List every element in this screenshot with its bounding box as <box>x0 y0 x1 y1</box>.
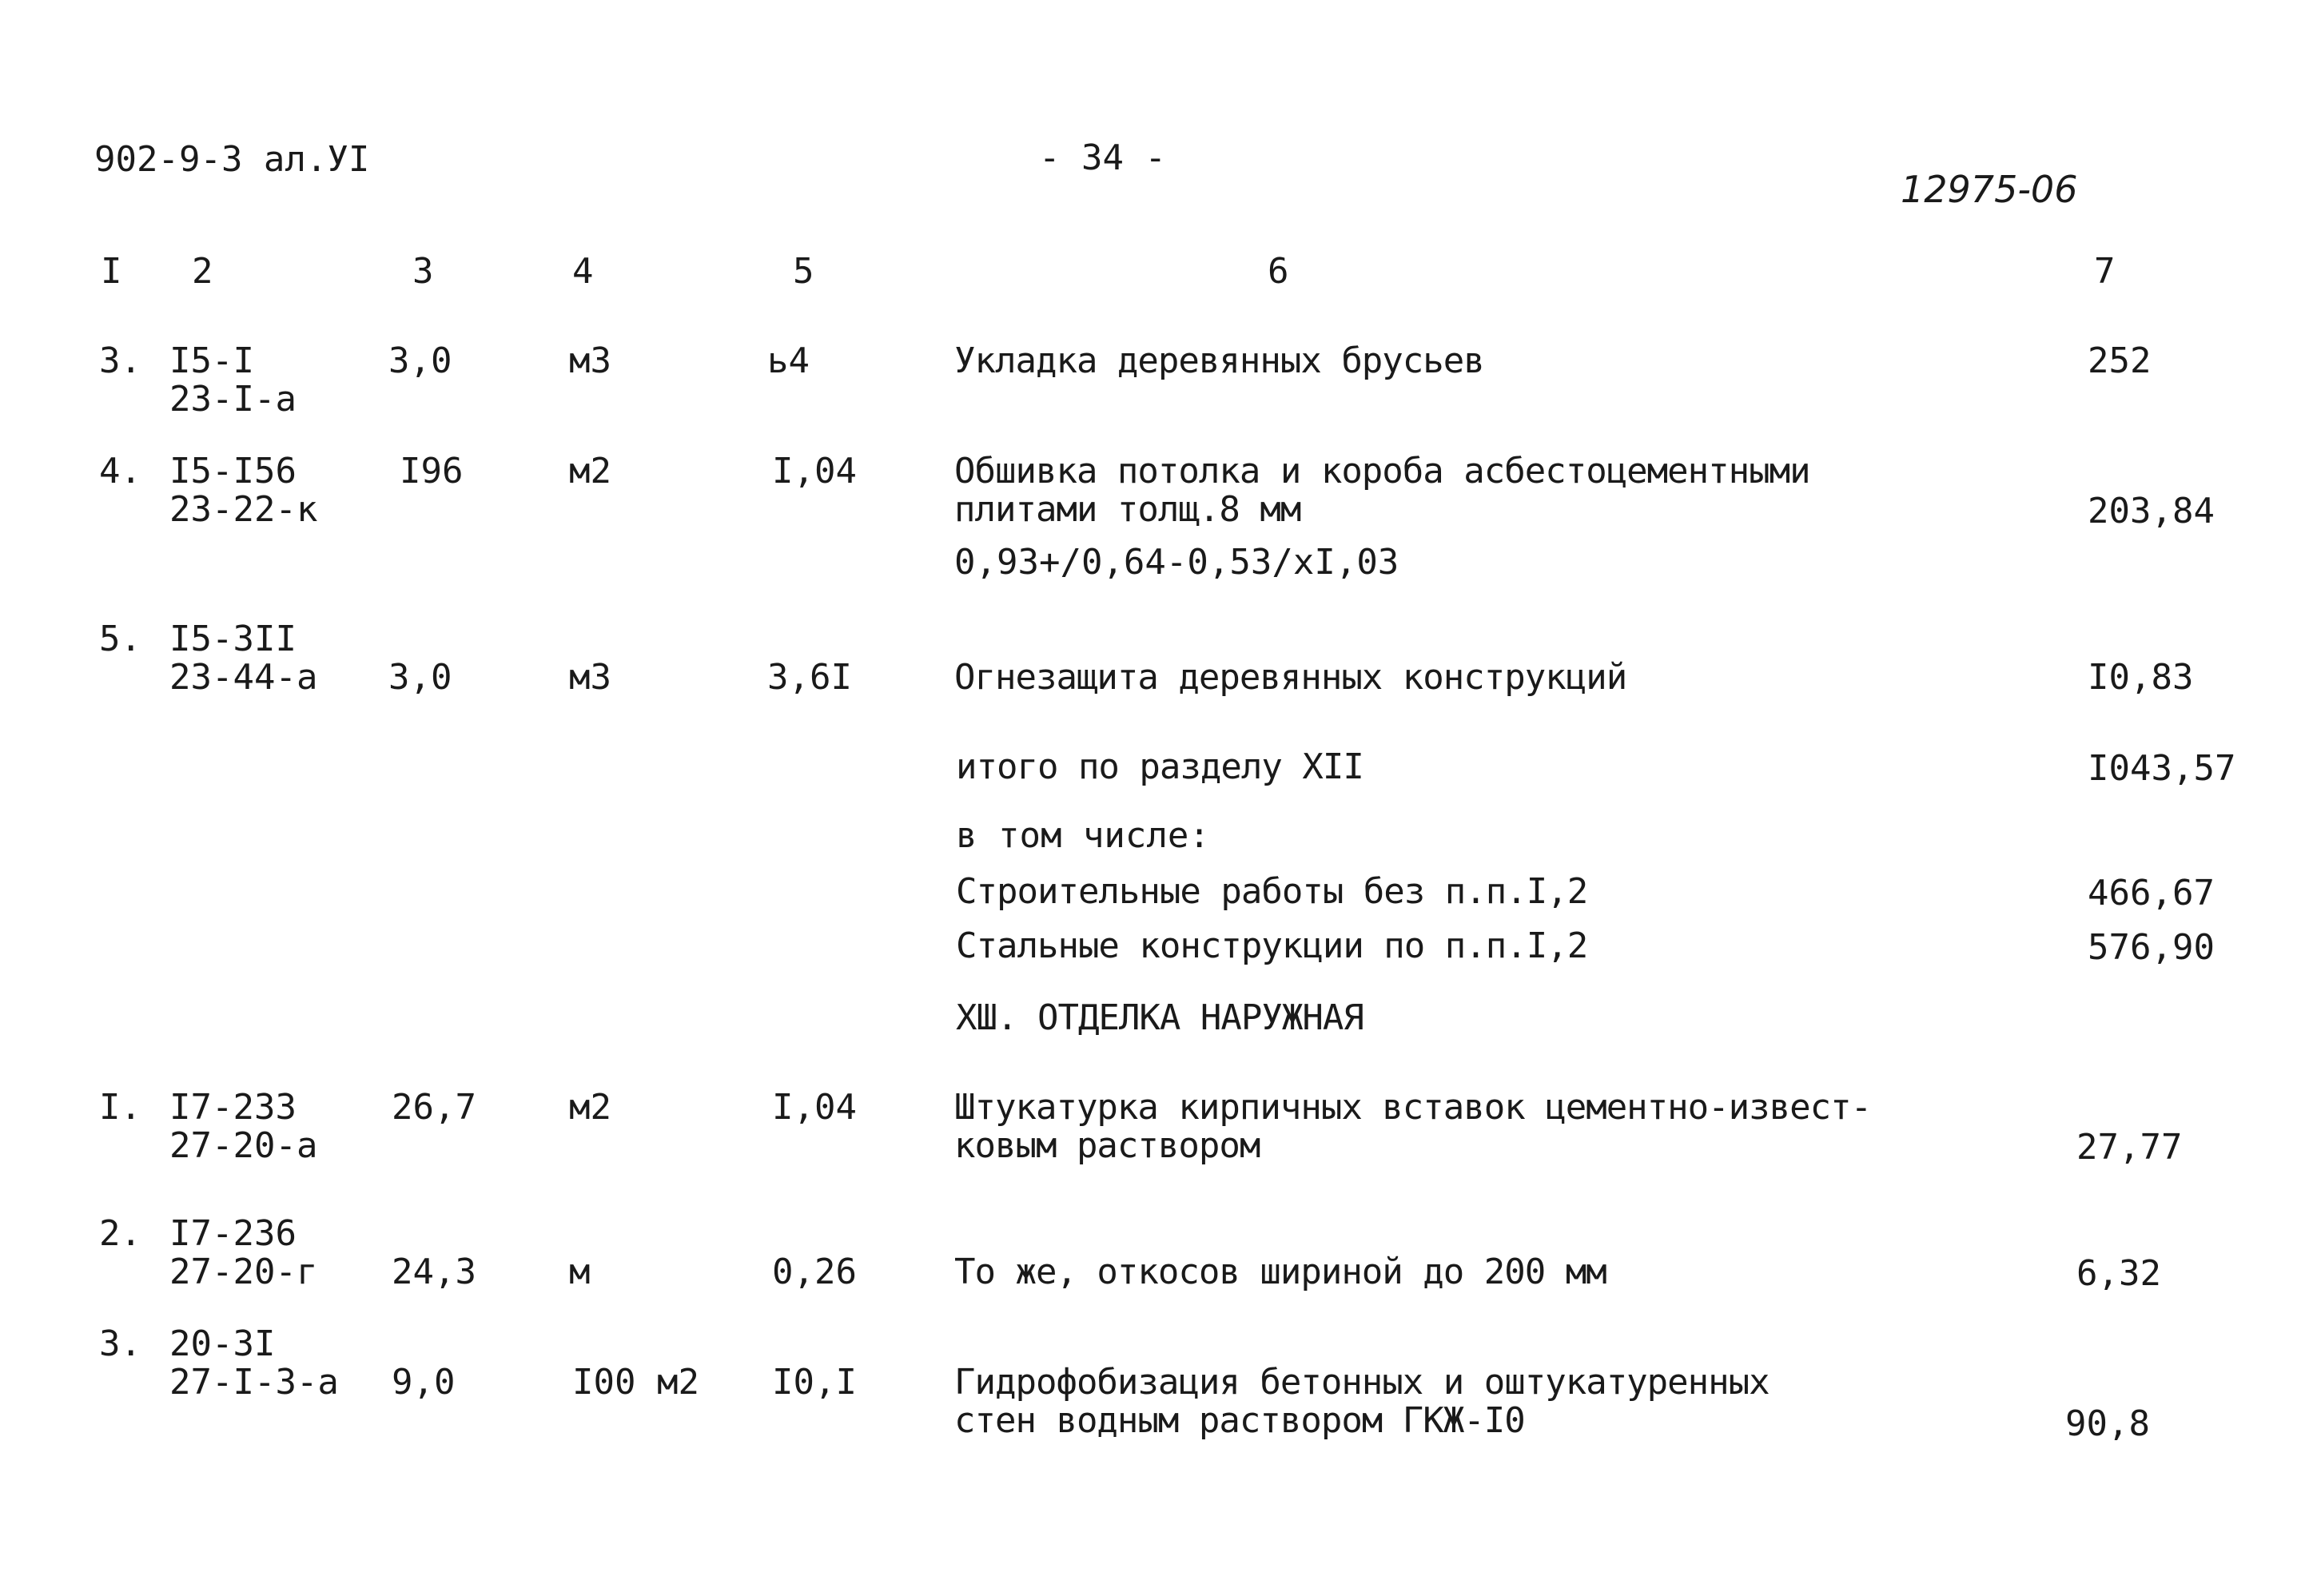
work-description: Огнезащита деревянных конструкций <box>954 657 1627 698</box>
unit-price: I,04 <box>772 1087 857 1128</box>
handwritten-number: 12975-06 <box>1901 168 2078 211</box>
work-description: Гидрофобизация бетонных и оштукатуренных <box>954 1362 1770 1403</box>
column-header-2: 2 <box>192 251 213 292</box>
column-header-4: 4 <box>572 251 594 292</box>
unit: м3 <box>569 340 611 381</box>
including-label: в том числе: <box>956 815 1210 856</box>
work-description-line2: стен водным раствором ГКЖ-I0 <box>954 1400 1525 1441</box>
unit: м <box>569 1252 591 1292</box>
unit: м2 <box>569 451 611 492</box>
row-number: 5. <box>99 619 141 659</box>
row-number: 3. <box>99 1323 141 1364</box>
quantity: I96 <box>400 451 464 492</box>
total-label: итого по разделу XII <box>956 746 1364 787</box>
work-description: Штукатурка кирпичных вставок цементно-извест- <box>954 1087 1872 1128</box>
calculation-formula: 0,93+/0,64-0,53/хI,03 <box>954 542 1399 583</box>
row-number: 4. <box>99 451 141 492</box>
column-header-1: I <box>101 251 122 292</box>
unit: I00 м2 <box>572 1362 699 1403</box>
row-number: I. <box>99 1087 141 1128</box>
price-code: 23-22-к <box>169 489 318 530</box>
unit-price: ь4 <box>767 340 810 381</box>
price-code: 27-20-г <box>169 1252 318 1292</box>
column-header-6: 6 <box>1268 251 1289 292</box>
total-cost: 27,77 <box>2076 1127 2183 1168</box>
norm-code: I7-233 <box>169 1087 297 1128</box>
steel-structures-label: Стальные конструкции по п.п.I,2 <box>956 925 1588 966</box>
unit-price: 0,26 <box>772 1252 857 1292</box>
work-description: Укладка деревянных брусьев <box>954 340 1484 381</box>
norm-code: 20-3I <box>169 1323 276 1364</box>
unit-price: I0,I <box>772 1362 857 1403</box>
unit: м3 <box>569 657 611 698</box>
section-title: XШ. ОТДЕЛКА НАРУЖНАЯ <box>956 997 1364 1038</box>
unit: м2 <box>569 1087 611 1128</box>
column-header-5: 5 <box>793 251 814 292</box>
row-number: 2. <box>99 1213 141 1254</box>
column-header-3: 3 <box>412 251 434 292</box>
steel-structures-value: 576,90 <box>2088 927 2215 968</box>
total-cost: 90,8 <box>2065 1403 2150 1444</box>
work-description: Обшивка потолка и короба асбестоцементными <box>954 451 1810 492</box>
price-code: 27-20-а <box>169 1125 318 1166</box>
column-header-7: 7 <box>2094 251 2116 292</box>
work-description-line2: плитами толщ.8 мм <box>954 489 1301 530</box>
quantity: 9,0 <box>392 1362 456 1403</box>
unit-price: 3,6I <box>767 657 852 698</box>
total-cost: I0,83 <box>2088 657 2194 698</box>
work-description-line2: ковым раствором <box>954 1125 1260 1166</box>
quantity: 24,3 <box>392 1252 476 1292</box>
price-code: 23-44-а <box>169 657 318 698</box>
norm-code: I5-I56 <box>169 451 297 492</box>
page-number: - 34 - <box>1039 137 1166 178</box>
quantity: 26,7 <box>392 1087 476 1128</box>
total-cost: 203,84 <box>2088 491 2215 531</box>
construction-works-label: Строительные работы без п.п.I,2 <box>956 871 1588 912</box>
unit-price: I,04 <box>772 451 857 492</box>
total-cost: 252 <box>2088 340 2152 381</box>
total-value: I043,57 <box>2088 748 2236 789</box>
norm-code: I5-3II <box>169 619 297 659</box>
work-description: То же, откосов шириной до 200 мм <box>954 1252 1606 1292</box>
price-code: 23-I-а <box>169 379 297 420</box>
norm-code: I7-236 <box>169 1213 297 1254</box>
price-code: 27-I-3-а <box>169 1362 339 1403</box>
construction-works-value: 466,67 <box>2088 873 2215 913</box>
document-code: 902-9-3 ал.УI <box>94 139 370 180</box>
quantity: 3,0 <box>388 657 452 698</box>
norm-code: I5-I <box>169 340 254 381</box>
quantity: 3,0 <box>388 340 452 381</box>
total-cost: 6,32 <box>2076 1253 2161 1294</box>
row-number: 3. <box>99 340 141 381</box>
